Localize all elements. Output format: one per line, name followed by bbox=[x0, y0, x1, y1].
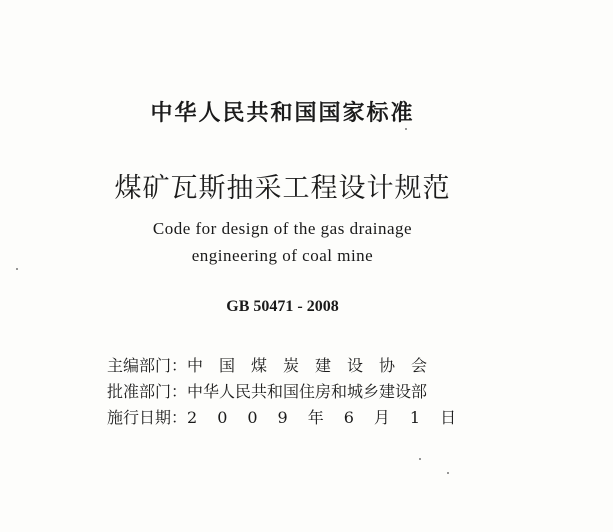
editor-value: 中国煤炭建设协会 bbox=[187, 356, 444, 375]
effective-date-value: 2009年6月1日 bbox=[187, 408, 477, 427]
effective-date-row bbox=[107, 407, 476, 429]
approver-label: 批准部门： bbox=[107, 382, 188, 401]
scan-speck bbox=[447, 472, 449, 474]
approver-row bbox=[107, 381, 427, 403]
english-title-line-2: engineering of coal mine bbox=[191, 246, 374, 265]
standard-code: GB 50471 - 2008 bbox=[226, 298, 339, 315]
approver-value: 中华人民共和国住房和城乡建设部 bbox=[187, 382, 428, 401]
scan-speck bbox=[405, 128, 407, 130]
editor-label: 主编部门： bbox=[107, 356, 188, 375]
chinese-title: 煤矿瓦斯抽采工程设计规范 bbox=[114, 173, 451, 204]
scan-speck bbox=[16, 268, 18, 270]
scan-speck bbox=[419, 458, 421, 460]
english-title-line-1: Code for design of the gas drainage bbox=[152, 219, 413, 238]
standard-category-header: 中华人民共和国国家标准 bbox=[150, 101, 415, 126]
effective-date-label: 施行日期： bbox=[107, 408, 188, 427]
editor-row bbox=[107, 355, 443, 377]
